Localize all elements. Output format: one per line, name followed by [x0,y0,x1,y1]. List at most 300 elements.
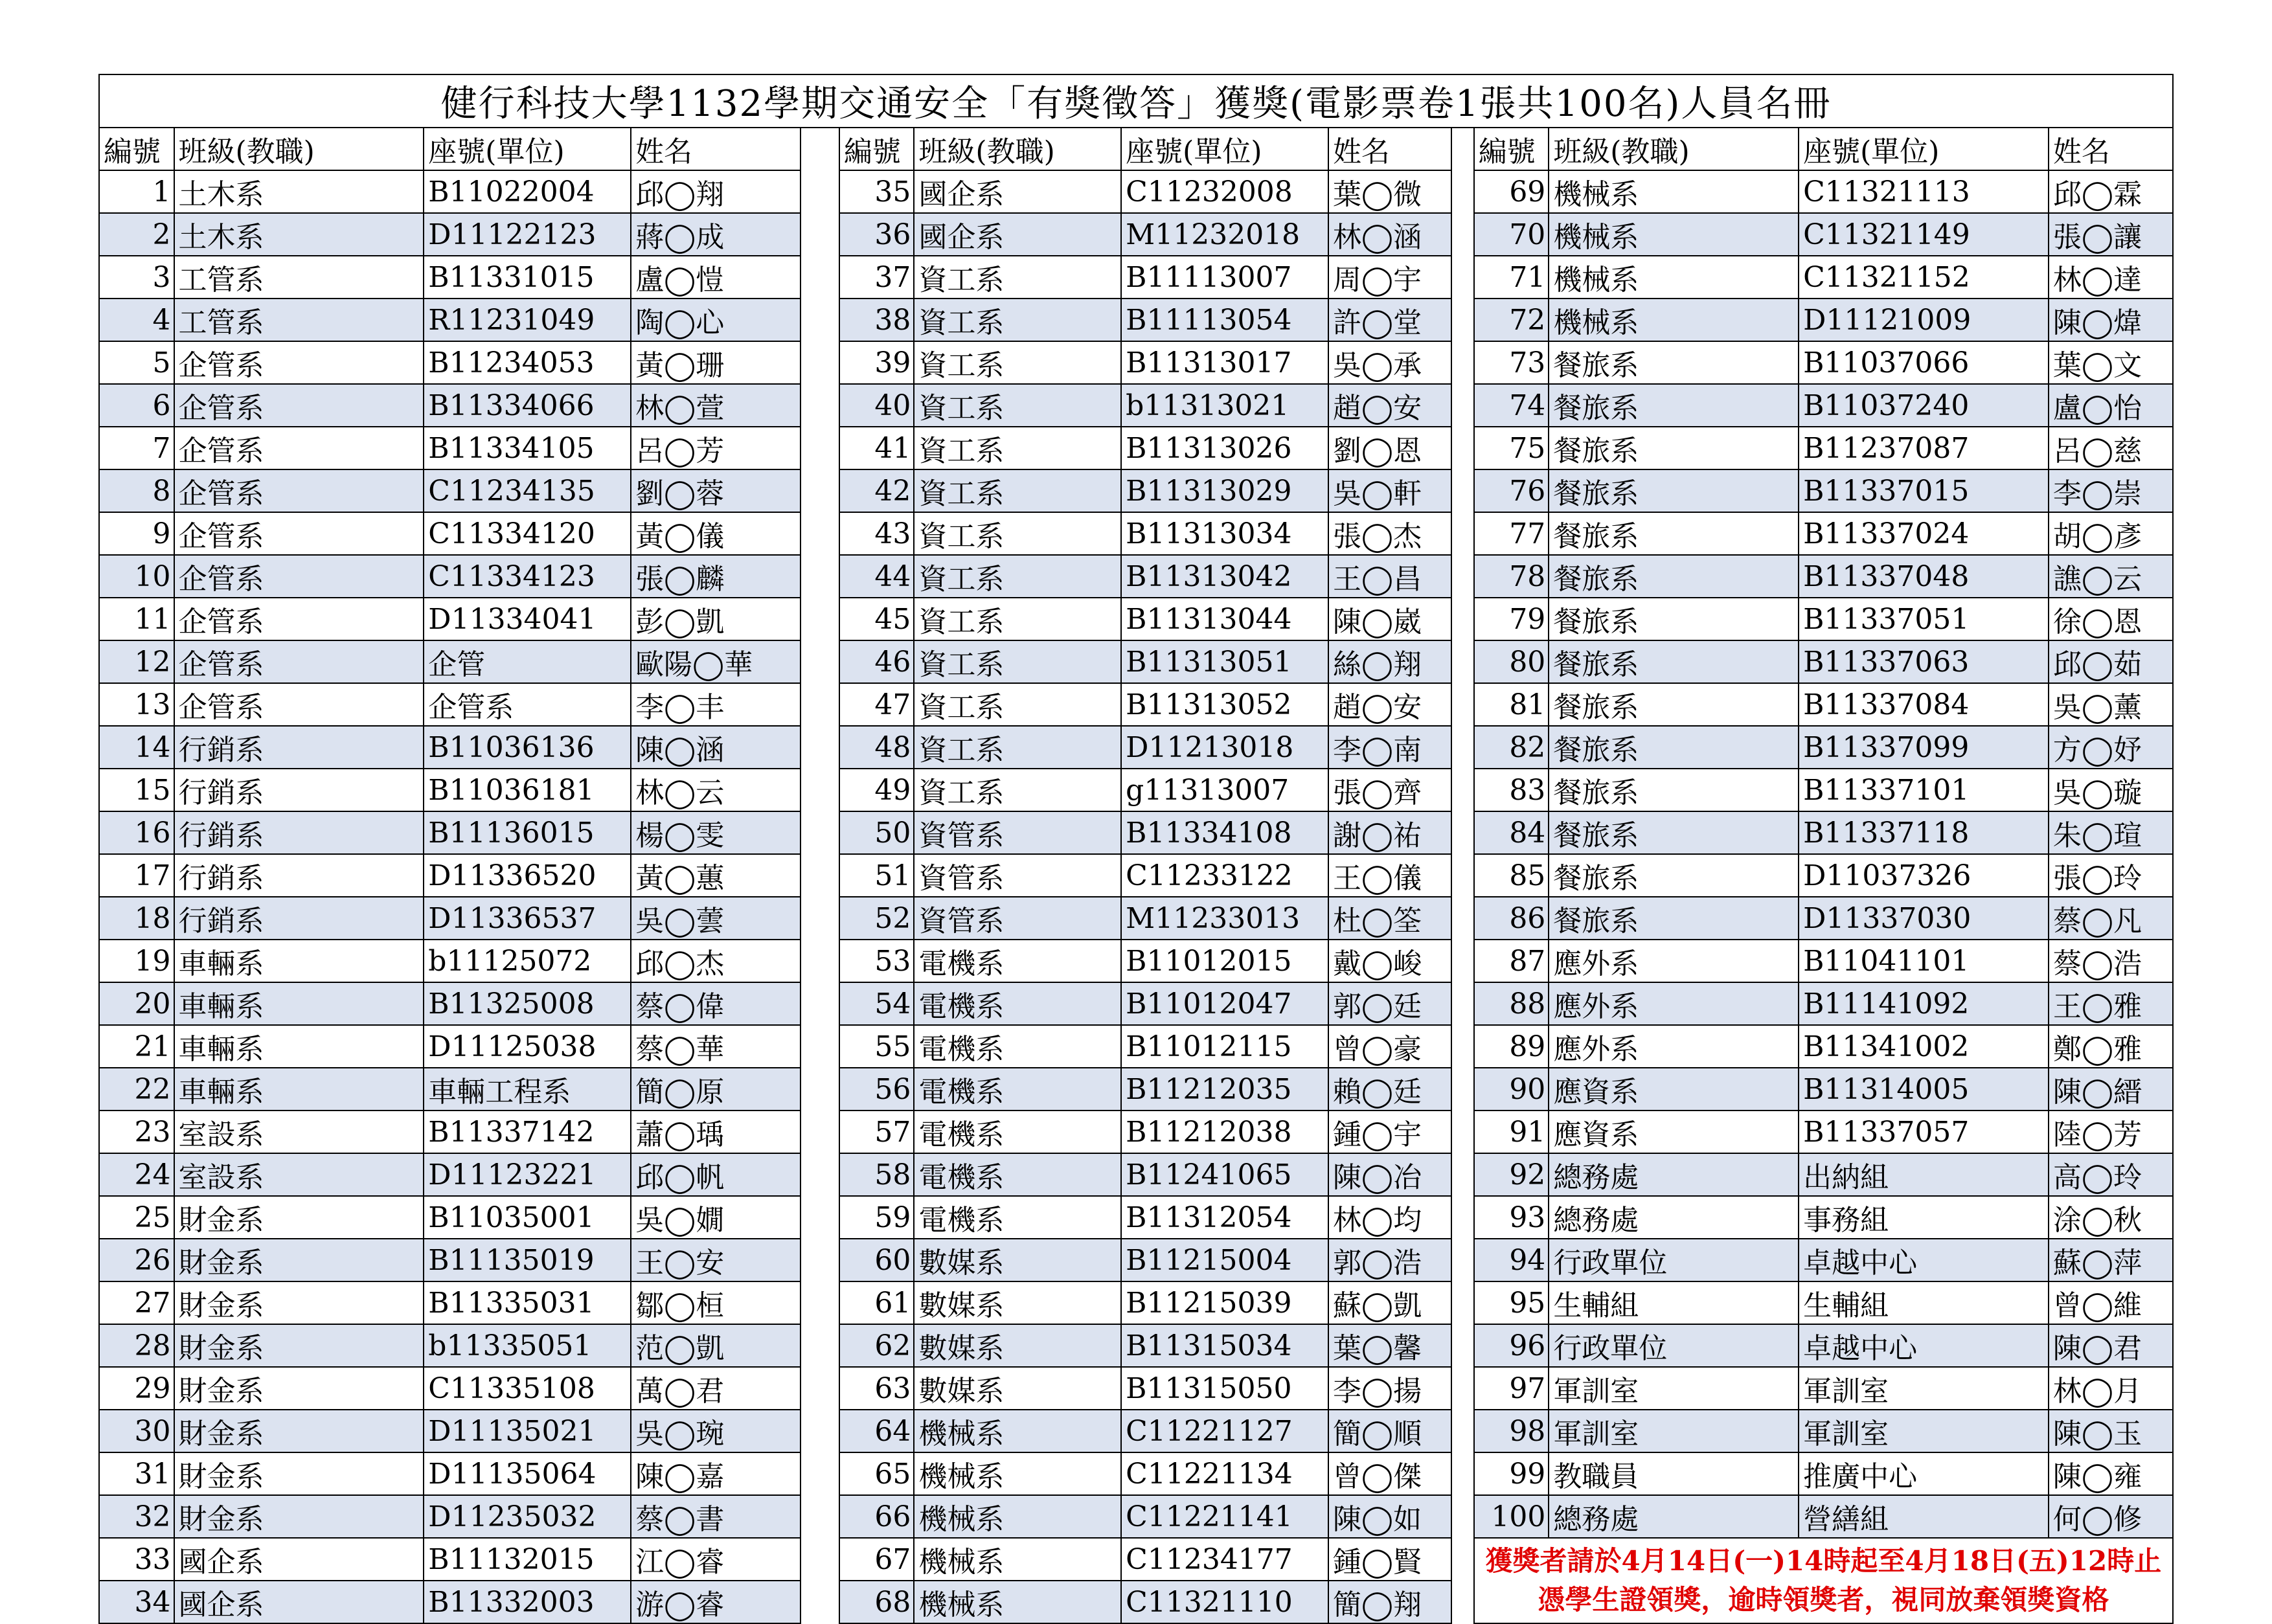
column-gap [1451,940,1474,982]
column-gap [801,726,839,769]
column-gap [1451,1281,1474,1324]
column-header: 編號 [839,128,914,170]
entry-seat: D11135064 [424,1452,631,1495]
entry-name: 陳◯嘉 [631,1452,801,1495]
column-gap [801,1581,839,1623]
column-gap [801,213,839,256]
entry-name: 邱◯霖 [2049,170,2173,213]
entry-name: 蔣◯成 [631,213,801,256]
entry-number: 85 [1474,854,1549,897]
entry-class: 車輛系 [174,1068,424,1111]
entry-number: 29 [99,1367,174,1410]
entry-name: 邱◯茹 [2049,640,2173,683]
column-gap [801,1367,839,1410]
column-gap [1451,897,1474,940]
table-row [99,1452,2173,1495]
entry-seat: D11334041 [424,598,631,640]
entry-class: 財金系 [174,1495,424,1538]
column-gap [801,1538,839,1581]
entry-name: 周◯宇 [1328,256,1451,299]
entry-number: 93 [1474,1196,1549,1239]
entry-name: 戴◯峻 [1328,940,1451,982]
table-row [99,427,2173,469]
entry-name: 張◯齊 [1328,769,1451,811]
column-gap [801,469,839,512]
entry-class: 資工系 [914,640,1121,683]
entry-class: 國企系 [174,1581,424,1623]
page-title: 健行科技大學1132學期交通安全「有獎徵答」獲獎(電影票卷1張共100名)人員名冊 [99,74,2173,128]
entry-class: 行銷系 [174,854,424,897]
column-header: 班級(教職) [914,128,1121,170]
entry-number: 42 [839,469,914,512]
entry-class: 電機系 [914,1068,1121,1111]
column-header: 班級(教職) [1549,128,1799,170]
entry-number: 15 [99,769,174,811]
entry-class: 應資系 [1549,1111,1799,1153]
entry-number: 4 [99,299,174,341]
column-gap [801,256,839,299]
entry-seat: B11331015 [424,256,631,299]
entry-name: 邱◯翔 [631,170,801,213]
column-gap [1451,598,1474,640]
entry-class: 土木系 [174,213,424,256]
entry-seat: b11125072 [424,940,631,982]
entry-seat: B11141092 [1799,982,2049,1025]
entry-number: 76 [1474,469,1549,512]
entry-class: 行銷系 [174,769,424,811]
entry-number: 66 [839,1495,914,1538]
entry-number: 72 [1474,299,1549,341]
table-row [99,1281,2173,1324]
column-gap [1451,1111,1474,1153]
entry-seat: B11315034 [1121,1324,1328,1367]
entry-number: 87 [1474,940,1549,982]
entry-class: 餐旅系 [1549,854,1799,897]
entry-seat: C11321152 [1799,256,2049,299]
entry-name: 謝◯祐 [1328,811,1451,854]
column-gap [1451,1581,1474,1623]
entry-seat: D11336537 [424,897,631,940]
entry-number: 61 [839,1281,914,1324]
entry-seat: 企管系 [424,683,631,726]
entry-number: 26 [99,1239,174,1281]
column-gap [1451,640,1474,683]
entry-number: 83 [1474,769,1549,811]
entry-class: 軍訓室 [1549,1410,1799,1452]
entry-class: 企管系 [174,640,424,683]
entry-class: 資管系 [914,811,1121,854]
entry-name: 劉◯蓉 [631,469,801,512]
column-gap [801,683,839,726]
column-gap [801,940,839,982]
entry-class: 國企系 [174,1538,424,1581]
entry-class: 應外系 [1549,1025,1799,1068]
entry-class: 教職員 [1549,1452,1799,1495]
table-row [99,1025,2173,1068]
entry-number: 32 [99,1495,174,1538]
table-row [99,341,2173,384]
table-row [99,555,2173,598]
entry-name: 方◯妤 [2049,726,2173,769]
table-row [99,897,2173,940]
entry-name: 林◯達 [2049,256,2173,299]
column-gap [1451,1153,1474,1196]
entry-number: 47 [839,683,914,726]
table-row [99,683,2173,726]
entry-number: 97 [1474,1367,1549,1410]
column-gap [801,982,839,1025]
column-header: 編號 [1474,128,1549,170]
entry-class: 總務處 [1549,1196,1799,1239]
entry-class: 車輛系 [174,940,424,982]
entry-class: 軍訓室 [1549,1367,1799,1410]
column-header: 姓名 [1328,128,1451,170]
entry-seat: B11313042 [1121,555,1328,598]
entry-name: 陳◯如 [1328,1495,1451,1538]
column-gap [801,1153,839,1196]
entry-class: 行政單位 [1549,1239,1799,1281]
column-gap [1451,1495,1474,1538]
entry-seat: 推廣中心 [1799,1452,2049,1495]
column-gap [801,384,839,427]
column-gap [1451,1196,1474,1239]
entry-name: 賴◯廷 [1328,1068,1451,1111]
entry-class: 資工系 [914,256,1121,299]
column-gap [801,128,839,170]
table-row [99,640,2173,683]
entry-seat: B11312054 [1121,1196,1328,1239]
entry-name: 蔡◯華 [631,1025,801,1068]
entry-class: 企管系 [174,683,424,726]
column-gap [1451,555,1474,598]
entry-seat: D11121009 [1799,299,2049,341]
column-gap [801,1324,839,1367]
column-gap [801,1239,839,1281]
entry-name: 李◯崇 [2049,469,2173,512]
entry-number: 86 [1474,897,1549,940]
entry-class: 餐旅系 [1549,897,1799,940]
entry-seat: B11135019 [424,1239,631,1281]
entry-class: 機械系 [914,1495,1121,1538]
table-row [99,1367,2173,1410]
entry-class: 資管系 [914,854,1121,897]
entry-number: 89 [1474,1025,1549,1068]
entry-name: 吳◯薰 [2049,683,2173,726]
entry-class: 餐旅系 [1549,726,1799,769]
entry-name: 楊◯雯 [631,811,801,854]
entry-class: 行銷系 [174,811,424,854]
entry-seat: B11341002 [1799,1025,2049,1068]
entry-number: 80 [1474,640,1549,683]
entry-class: 電機系 [914,1025,1121,1068]
column-gap [801,427,839,469]
entry-class: 數媒系 [914,1324,1121,1367]
entry-seat: B11036181 [424,769,631,811]
entry-class: 應外系 [1549,940,1799,982]
column-gap [1451,427,1474,469]
entry-number: 95 [1474,1281,1549,1324]
table-row [99,940,2173,982]
column-gap [1451,854,1474,897]
entry-number: 46 [839,640,914,683]
entry-number: 35 [839,170,914,213]
column-gap [801,1410,839,1452]
entry-class: 應資系 [1549,1068,1799,1111]
entry-number: 92 [1474,1153,1549,1196]
entry-seat: D11122123 [424,213,631,256]
entry-number: 62 [839,1324,914,1367]
entry-name: 吳◯承 [1328,341,1451,384]
entry-seat: D11213018 [1121,726,1328,769]
entry-name: 黃◯珊 [631,341,801,384]
column-gap [1451,1239,1474,1281]
entry-seat: C11232008 [1121,170,1328,213]
entry-name: 簡◯順 [1328,1410,1451,1452]
entry-number: 56 [839,1068,914,1111]
entry-number: 19 [99,940,174,982]
entry-seat: B11337024 [1799,512,2049,555]
table-row [99,1239,2173,1281]
entry-name: 王◯安 [631,1239,801,1281]
entry-class: 機械系 [914,1410,1121,1452]
entry-name: 趙◯安 [1328,384,1451,427]
entry-class: 財金系 [174,1281,424,1324]
entry-seat: B11022004 [424,170,631,213]
entry-name: 黃◯儀 [631,512,801,555]
entry-number: 67 [839,1538,914,1581]
entry-class: 餐旅系 [1549,384,1799,427]
entry-seat: C11334123 [424,555,631,598]
entry-seat: B11337015 [1799,469,2049,512]
entry-number: 81 [1474,683,1549,726]
entry-seat: 卓越中心 [1799,1239,2049,1281]
entry-class: 室設系 [174,1111,424,1153]
entry-number: 60 [839,1239,914,1281]
entry-class: 餐旅系 [1549,811,1799,854]
entry-class: 企管系 [174,427,424,469]
entry-name: 趙◯安 [1328,683,1451,726]
entry-name: 簡◯翔 [1328,1581,1451,1623]
entry-seat: B11337051 [1799,598,2049,640]
entry-name: 徐◯恩 [2049,598,2173,640]
entry-number: 53 [839,940,914,982]
entry-class: 企管系 [174,598,424,640]
entry-name: 朱◯瑄 [2049,811,2173,854]
entry-number: 82 [1474,726,1549,769]
entry-name: 葉◯微 [1328,170,1451,213]
entry-number: 17 [99,854,174,897]
entry-number: 16 [99,811,174,854]
entry-class: 資工系 [914,555,1121,598]
entry-name: 吳◯軒 [1328,469,1451,512]
entry-class: 機械系 [1549,256,1799,299]
entry-seat: B11315050 [1121,1367,1328,1410]
entry-name: 王◯雅 [2049,982,2173,1025]
entry-number: 13 [99,683,174,726]
table-row [99,384,2173,427]
entry-seat: B11337057 [1799,1111,2049,1153]
column-gap [801,1495,839,1538]
entry-number: 3 [99,256,174,299]
entry-name: 陳◯玉 [2049,1410,2173,1452]
entry-seat: B11313052 [1121,683,1328,726]
entry-class: 資工系 [914,512,1121,555]
entry-class: 企管系 [174,341,424,384]
entry-class: 財金系 [174,1324,424,1367]
entry-name: 葉◯馨 [1328,1324,1451,1367]
entry-seat: M11233013 [1121,897,1328,940]
entry-seat: D11235032 [424,1495,631,1538]
entry-number: 9 [99,512,174,555]
entry-name: 張◯讓 [2049,213,2173,256]
entry-class: 行政單位 [1549,1324,1799,1367]
column-gap [1451,469,1474,512]
entry-number: 36 [839,213,914,256]
column-gap [801,170,839,213]
column-gap [801,1111,839,1153]
entry-number: 59 [839,1196,914,1239]
entry-name: 鄒◯桓 [631,1281,801,1324]
entry-name: 陳◯涵 [631,726,801,769]
entry-name: 盧◯怡 [2049,384,2173,427]
column-gap [1451,213,1474,256]
entry-seat: B11241065 [1121,1153,1328,1196]
entry-seat: R11231049 [424,299,631,341]
entry-name: 何◯修 [2049,1495,2173,1538]
entry-name: 王◯昌 [1328,555,1451,598]
entry-class: 資工系 [914,598,1121,640]
table-row [99,598,2173,640]
entry-seat: B11337084 [1799,683,2049,726]
entry-class: 電機系 [914,982,1121,1025]
entry-name: 林◯均 [1328,1196,1451,1239]
entry-seat: B11037066 [1799,341,2049,384]
entry-number: 33 [99,1538,174,1581]
entry-number: 25 [99,1196,174,1239]
entry-seat: 生輔組 [1799,1281,2049,1324]
column-gap [1451,1410,1474,1452]
entry-number: 77 [1474,512,1549,555]
entry-class: 企管系 [174,384,424,427]
column-header: 姓名 [2049,128,2173,170]
entry-seat: C11221127 [1121,1410,1328,1452]
entry-name: 吳◯琬 [631,1410,801,1452]
entry-number: 75 [1474,427,1549,469]
entry-name: 郭◯廷 [1328,982,1451,1025]
entry-number: 23 [99,1111,174,1153]
entry-seat: B11136015 [424,811,631,854]
table-row [99,769,2173,811]
entry-number: 8 [99,469,174,512]
entry-class: 財金系 [174,1452,424,1495]
entry-number: 79 [1474,598,1549,640]
entry-class: 餐旅系 [1549,469,1799,512]
entry-name: 蔡◯凡 [2049,897,2173,940]
entry-number: 52 [839,897,914,940]
entry-name: 高◯玲 [2049,1153,2173,1196]
entry-number: 88 [1474,982,1549,1025]
table-row [99,811,2173,854]
entry-number: 49 [839,769,914,811]
column-gap [801,640,839,683]
entry-name: 陳◯冶 [1328,1153,1451,1196]
entry-number: 5 [99,341,174,384]
column-gap [801,854,839,897]
table-row [99,1538,2173,1581]
entry-name: 杜◯筌 [1328,897,1451,940]
entry-class: 財金系 [174,1196,424,1239]
entry-seat: B11313017 [1121,341,1328,384]
table-row [99,213,2173,256]
entry-number: 11 [99,598,174,640]
entry-name: 吳◯蕓 [631,897,801,940]
entry-name: 曾◯傑 [1328,1452,1451,1495]
entry-number: 20 [99,982,174,1025]
column-gap [801,598,839,640]
entry-number: 24 [99,1153,174,1196]
entry-name: 王◯儀 [1328,854,1451,897]
column-gap [1451,384,1474,427]
column-header: 編號 [99,128,174,170]
entry-number: 55 [839,1025,914,1068]
column-gap [1451,1068,1474,1111]
entry-name: 蔡◯書 [631,1495,801,1538]
entry-name: 蔡◯浩 [2049,940,2173,982]
column-gap [1451,1452,1474,1495]
entry-class: 資工系 [914,299,1121,341]
entry-name: 陳◯雍 [2049,1452,2173,1495]
table-row [99,1153,2173,1196]
column-gap [1451,1367,1474,1410]
entry-name: 許◯堂 [1328,299,1451,341]
entry-name: 李◯丰 [631,683,801,726]
entry-class: 財金系 [174,1367,424,1410]
entry-class: 車輛系 [174,982,424,1025]
entry-number: 30 [99,1410,174,1452]
entry-class: 數媒系 [914,1367,1121,1410]
entry-seat: D11125038 [424,1025,631,1068]
entry-name: 李◯南 [1328,726,1451,769]
entry-name: 曾◯豪 [1328,1025,1451,1068]
entry-class: 應外系 [1549,982,1799,1025]
column-gap [1451,299,1474,341]
entry-class: 財金系 [174,1239,424,1281]
entry-name: 李◯揚 [1328,1367,1451,1410]
table-row [99,1111,2173,1153]
column-gap [1451,512,1474,555]
pickup-note: 獲獎者請於4月14日(一)14時起至4月18日(五)12時止憑學生證領獎，逾時領獎者，視同放棄領獎資格 [1474,1538,2173,1623]
entry-seat: B11012047 [1121,982,1328,1025]
table-row [99,299,2173,341]
entry-number: 94 [1474,1239,1549,1281]
entry-class: 餐旅系 [1549,683,1799,726]
entry-seat: B11113054 [1121,299,1328,341]
entry-name: 蘇◯萍 [2049,1239,2173,1281]
entry-number: 74 [1474,384,1549,427]
entry-seat: 營繕組 [1799,1495,2049,1538]
entry-number: 58 [839,1153,914,1196]
column-gap [801,1452,839,1495]
entry-seat: b11313021 [1121,384,1328,427]
entry-seat: B11215004 [1121,1239,1328,1281]
entry-name: 陳◯君 [2049,1324,2173,1367]
entry-name: 林◯涵 [1328,213,1451,256]
entry-name: 鍾◯賢 [1328,1538,1451,1581]
award-roster-sheet [98,74,2174,1624]
entry-seat: B11337118 [1799,811,2049,854]
entry-name: 范◯凱 [631,1324,801,1367]
entry-class: 機械系 [1549,213,1799,256]
